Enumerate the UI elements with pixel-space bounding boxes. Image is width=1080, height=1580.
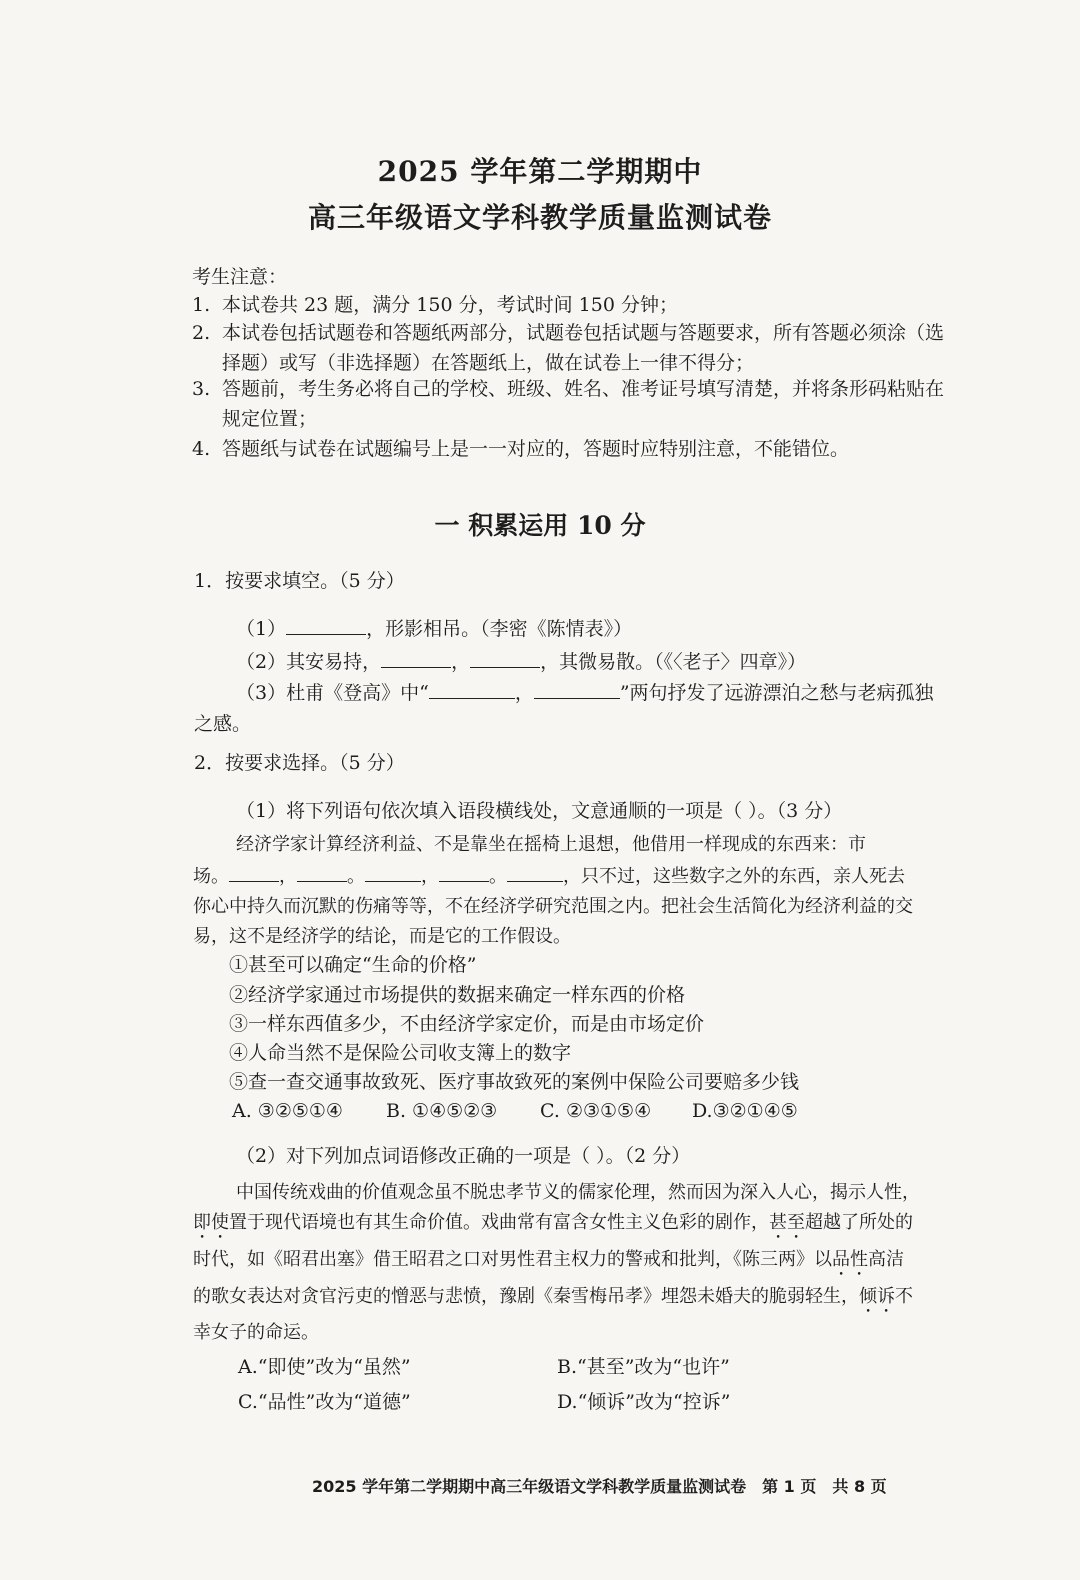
passage2-text: 高洁 [868, 1249, 904, 1270]
notice-item-3 [192, 374, 972, 434]
page-footer [312, 1474, 887, 1497]
q2-sub1: （1）将下列语句依次填入语段横线处，文意通顺的一项是（ ）。（3 分） [236, 800, 843, 822]
q1-sub3-post: ”两句抒发了远游漂泊之愁与老病孤独 [619, 682, 934, 704]
q1-sub1 [236, 614, 632, 644]
passage1-line3: 你心中持久而沉默的伤痛等等，不在经济学研究范围之内。把社会生活简化为经济利益的交 [193, 896, 913, 917]
dotted-word: 甚至 [769, 1212, 805, 1233]
q2-stem: 2．按要求选择。（5 分） [194, 752, 405, 774]
choice2-b: B.“甚至”改为“也许” [557, 1356, 730, 1378]
fill-blank [429, 678, 515, 699]
option-item-2: ②经济学家通过市场提供的数据来确定一样东西的价格 [229, 984, 686, 1006]
passage2-text: 超越了所处的 [805, 1212, 913, 1233]
notice-text-cont: 规定位置； [222, 408, 318, 430]
q1-sub2-post: ，其微易散。（《〈老子〉四章》） [540, 651, 807, 673]
q1-sub2-mid: ， [451, 651, 471, 673]
notice-text: 本试卷共 23 题，满分 150 分，考试时间 150 分钟； [222, 294, 678, 316]
fill-blank [286, 614, 366, 635]
passage2-line4 [193, 1282, 913, 1317]
passage1-line2-post: ，只不过，这些数字之外的东西，亲人死去 [563, 866, 905, 887]
fill-blank [229, 861, 279, 882]
fill-blank [534, 678, 620, 699]
option-item-4: ④人命当然不是保险公司收支簿上的数字 [229, 1042, 572, 1064]
fill-blank [381, 647, 451, 668]
choice2-c: C.“品性”改为“道德” [238, 1391, 411, 1413]
footer-total-pages: 共 8 页 [832, 1477, 887, 1496]
q1-sub2 [236, 647, 806, 677]
passage1-line4: 易，这不是经济学的结论，而是它的工作假设。 [193, 926, 571, 947]
passage1-line2-pre: 场。 [193, 866, 229, 887]
notice-text: 本试卷包括试题卷和答题纸两部分，试题卷包括试题与答题要求，所有答题必须涂（选 [222, 322, 945, 344]
q1-sub3 [236, 678, 934, 708]
footer-page-number: 第 1 页 [762, 1477, 817, 1496]
notice-heading: 考生注意： [192, 266, 288, 288]
passage2-line5: 幸女子的命运。 [193, 1322, 319, 1343]
q1-sub3-mid: ， [514, 682, 534, 704]
passage2-text: 置于现代语境也有其生命价值。戏曲常有富含女性主义色彩的剧作， [229, 1212, 769, 1233]
q1-sub2-pre: （2）其安易持， [236, 651, 382, 673]
passage2-text: 的歌女表达对贪官污吏的憎恶与悲愤，豫剧《秦雪梅吊孝》埋怨未婚夫的脆弱轻生， [193, 1286, 859, 1307]
notice-num: 3. [192, 378, 211, 400]
notice-item-4 [192, 434, 972, 464]
notice-num: 2. [192, 322, 211, 344]
notice-text-cont: 择题）或写（非选择题）在答题纸上，做在试卷上一律不得分； [222, 352, 755, 374]
dotted-word: 即使 [193, 1212, 229, 1233]
choice2-a: A.“即使”改为“虽然” [238, 1356, 411, 1378]
notice-text: 答题纸与试卷在试题编号上是一一对应的，答题时应特别注意，不能错位。 [222, 438, 850, 460]
exam-title-line1: 2025 学年第二学期期中 [377, 155, 703, 188]
notice-num: 4. [192, 438, 211, 460]
fill-blank [297, 861, 347, 882]
passage2-line1: 中国传统戏曲的价值观念虽不脱忠孝节义的儒家伦理，然而因为深入人心，揭示人性， [236, 1182, 920, 1203]
footer-title: 2025 学年第二学期期中高三年级语文学科教学质量监测试卷 [312, 1477, 747, 1496]
choice-b: B. ①④⑤②③ [386, 1100, 498, 1122]
section-title: 一 积累运用 10 分 [434, 511, 646, 540]
notice-item-1 [192, 290, 972, 320]
fill-blank [365, 861, 421, 882]
passage2-text: 不 [895, 1286, 913, 1307]
dotted-word: 品性 [832, 1249, 868, 1270]
option-item-5: ⑤查一查交通事故致死、医疗事故致死的案例中保险公司要赔多少钱 [229, 1071, 800, 1093]
passage2-line2 [193, 1208, 913, 1243]
fill-blank [507, 861, 563, 882]
q1-sub1-post: ，形影相吊。（李密《陈情表》） [366, 618, 633, 640]
exam-title-line2: 高三年级语文学科教学质量监测试卷 [307, 201, 772, 234]
q1-stem: 1．按要求填空。（5 分） [194, 570, 405, 592]
notice-item-2 [192, 318, 972, 378]
passage2-line3 [193, 1245, 904, 1280]
q1-sub3-pre: （3）杜甫《登高》中“ [236, 682, 429, 704]
option-item-3: ③一样东西值多少，不由经济学家定价，而是由市场定价 [229, 1013, 705, 1035]
passage1-line2: 场。 ， 。 ， 。 ，只不过，这些数字之外的东西，亲人死去 [193, 861, 905, 892]
q1-sub1-pre: （1） [236, 618, 287, 640]
q2-sub2: （2）对下列加点词语修改正确的一项是（ ）。（2 分） [236, 1145, 691, 1167]
q1-sub3-cont: 之感。 [194, 713, 252, 735]
dotted-word: 倾诉 [859, 1286, 895, 1307]
choice-a: A. ③②⑤①④ [232, 1100, 343, 1122]
passage1-line1: 经济学家计算经济利益、不是靠坐在摇椅上退想，他借用一样现成的东西来：市 [236, 834, 866, 855]
notice-text: 答题前，考生务必将自己的学校、班级、姓名、准考证号填写清楚，并将条形码粘贴在 [222, 378, 945, 400]
fill-blank [439, 861, 489, 882]
fill-blank [470, 647, 540, 668]
option-item-1: ①甚至可以确定“生命的价格” [229, 954, 477, 976]
notice-num: 1. [192, 294, 211, 316]
choice2-d: D.“倾诉”改为“控诉” [557, 1391, 731, 1413]
choice-d: D.③②①④⑤ [692, 1100, 798, 1122]
passage2-text: 时代，如《昭君出塞》借王昭君之口对男性君主权力的警戒和批判，《陈三两》以 [193, 1249, 832, 1270]
choice-c: C. ②③①⑤④ [540, 1100, 652, 1122]
